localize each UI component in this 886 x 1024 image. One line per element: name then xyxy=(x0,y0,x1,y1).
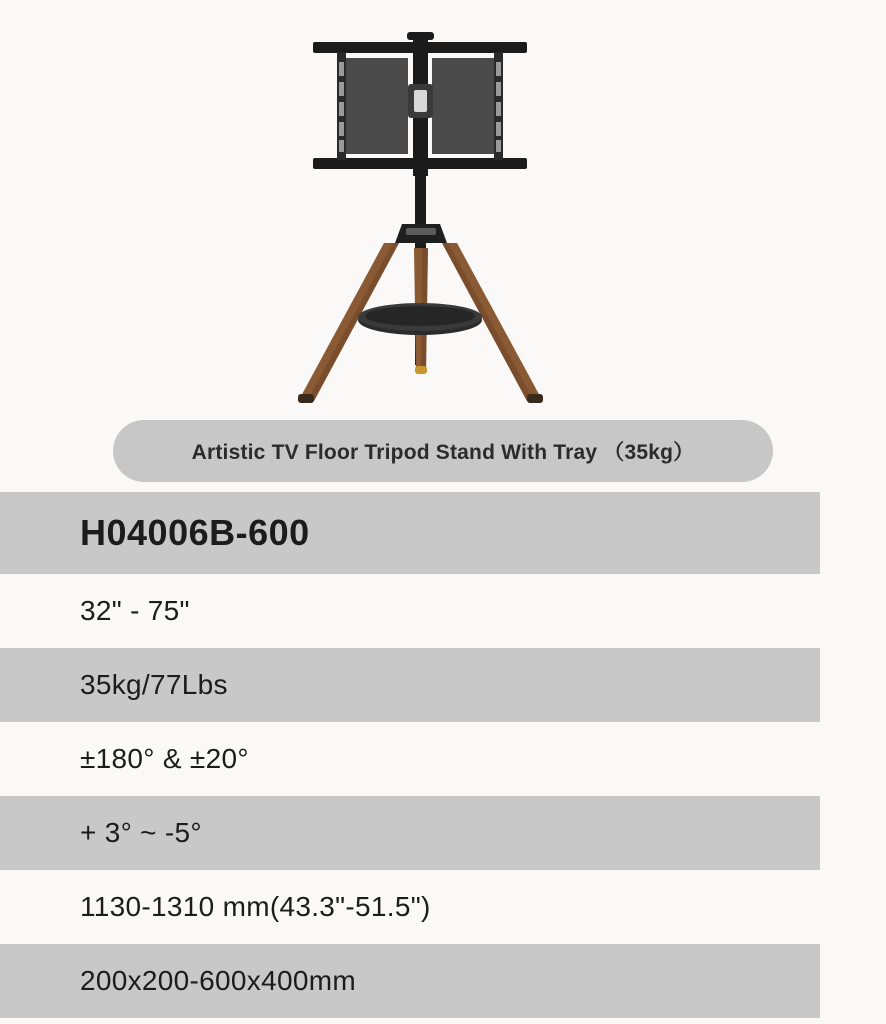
table-row xyxy=(0,492,820,574)
tv-mount-bracket xyxy=(313,32,527,176)
product-image xyxy=(0,0,886,410)
table-row xyxy=(0,574,886,648)
table-row xyxy=(0,722,886,796)
specification-table xyxy=(0,492,886,1018)
spec-tilt-angle: + 3° ~ -5° xyxy=(80,817,202,848)
table-row xyxy=(0,944,820,1018)
spec-swivel-angle: ±180° & ±20° xyxy=(80,743,249,774)
spec-weight-capacity: 35kg/77Lbs xyxy=(80,669,228,700)
tv-stand-illustration xyxy=(0,0,886,410)
caption-pill xyxy=(113,420,773,482)
product-caption xyxy=(0,420,886,482)
spec-screen-size: 32" - 75" xyxy=(80,595,190,626)
table-row xyxy=(0,796,820,870)
caption-text: Artistic TV Floor Tripod Stand With Tray （35kg） xyxy=(191,441,695,464)
spec-height-range: 1130-1310 mm(43.3"-51.5") xyxy=(80,891,431,922)
accessory-tray xyxy=(358,303,482,335)
spec-vesa-pattern: 200x200-600x400mm xyxy=(80,965,356,996)
table-row xyxy=(0,648,820,722)
spec-model-number: H04006B-600 xyxy=(80,512,310,553)
table-row xyxy=(0,870,886,944)
